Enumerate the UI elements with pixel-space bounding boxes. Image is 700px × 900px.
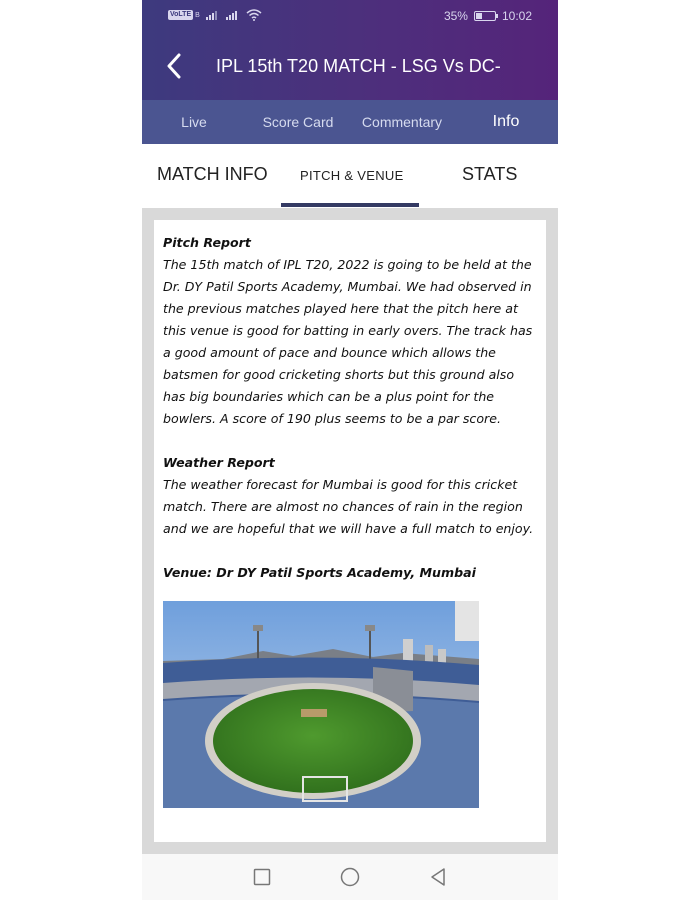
chevron-left-icon	[166, 53, 182, 79]
info-card	[154, 220, 546, 842]
tab-info[interactable]: Info	[492, 113, 520, 130]
sim1-label: B	[195, 11, 200, 19]
stadium-image	[163, 601, 479, 808]
subtab-stats[interactable]: STATS	[462, 164, 518, 184]
signal-icon	[206, 10, 220, 20]
volte-badge: VoLTE	[170, 11, 192, 18]
pitch-report-heading: Pitch Report	[163, 235, 251, 250]
system-nav-bar	[142, 854, 558, 900]
back-button[interactable]	[156, 48, 192, 84]
battery-percent: 35%	[443, 9, 468, 23]
venue-line: Venue: Dr DY Patil Sports Academy, Mumbai	[163, 565, 476, 580]
sub-tabs	[142, 144, 558, 208]
status-right	[444, 9, 532, 23]
tab-live[interactable]: Live	[181, 114, 207, 130]
pitch-report-text: The 15th match of IPL T20, 2022 is going to be held at the Dr. DY Patil Sports Academy, Mumbai. We had observed in the previous matches played here that the pitch here at this venue is good for batting in early overs. The track has a good amount of pace and bounce which allows the batsmen for good cricketing shorts but this ground also has big boundaries which can be a plus point for the bowlers. A score of 190 plus seems to be a par score.	[163, 257, 533, 426]
status-bar	[142, 0, 558, 34]
signal-icon	[226, 10, 240, 20]
tab-score-card[interactable]: Score Card	[262, 114, 334, 130]
active-tab-indicator	[281, 203, 419, 207]
weather-report-heading: Weather Report	[163, 455, 275, 470]
status-left	[168, 9, 262, 21]
phone-screen	[142, 0, 558, 900]
home-button[interactable]	[335, 862, 365, 892]
subtab-pitch-venue[interactable]: PITCH & VENUE	[300, 168, 404, 183]
square-icon	[253, 868, 271, 886]
circle-icon	[340, 867, 360, 887]
tab-commentary[interactable]: Commentary	[361, 114, 443, 130]
page-title: IPL 15th T20 MATCH - LSG Vs DC-	[216, 56, 501, 76]
content-area[interactable]	[142, 208, 558, 854]
recent-apps-button[interactable]	[247, 862, 277, 892]
wifi-icon	[246, 9, 262, 21]
battery-icon	[474, 11, 496, 21]
subtab-match-info[interactable]: MATCH INFO	[157, 164, 268, 184]
header	[142, 0, 558, 100]
app-bar	[142, 40, 558, 96]
clock: 10:02	[501, 9, 532, 23]
weather-report-text: The weather forecast for Mumbai is good for this cricket match. There are almost no chances of rain in the region and we are hopeful that we will have a full match to enjoy.	[163, 477, 534, 536]
main-tabs	[142, 100, 558, 144]
triangle-back-icon	[429, 867, 447, 887]
back-nav-button[interactable]	[423, 862, 453, 892]
